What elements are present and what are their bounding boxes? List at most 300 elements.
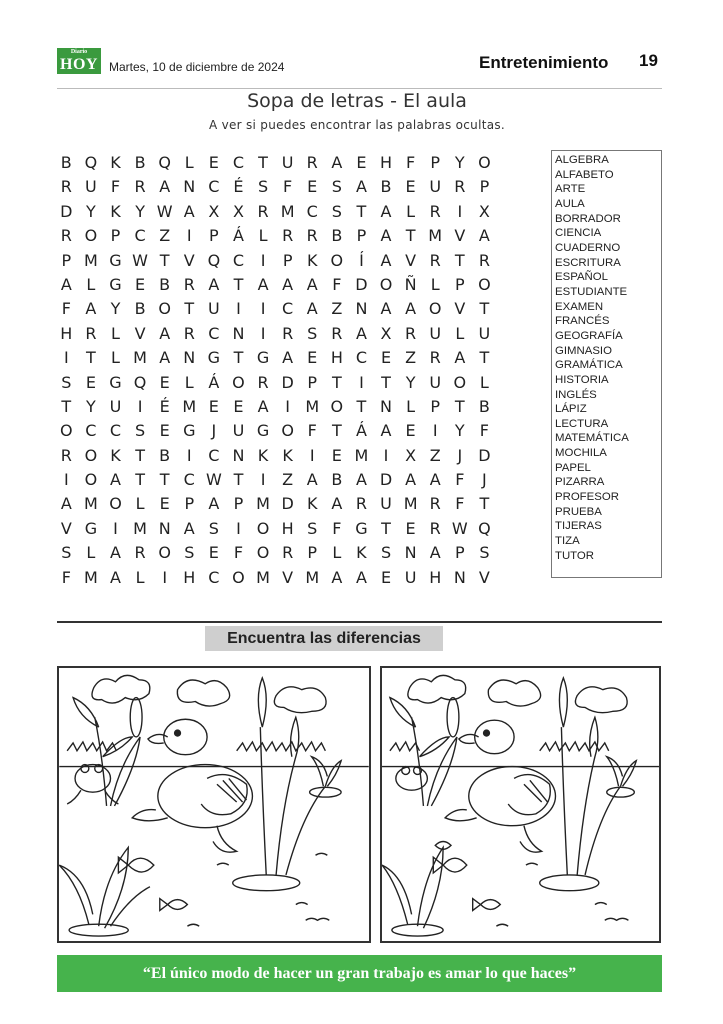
grid-letter[interactable]: Q: [207, 250, 221, 270]
grid-letter[interactable]: W: [132, 250, 148, 270]
grid-letter[interactable]: T: [331, 421, 342, 441]
grid-letter[interactable]: X: [405, 445, 417, 465]
grid-letter[interactable]: A: [306, 299, 318, 319]
grid-letter[interactable]: R: [85, 323, 97, 343]
grid-letter[interactable]: A: [60, 494, 72, 514]
grid-letter[interactable]: A: [380, 299, 392, 319]
grid-letter[interactable]: A: [183, 518, 195, 538]
grid-letter[interactable]: I: [186, 226, 192, 246]
grid-letter[interactable]: E: [208, 396, 219, 416]
grid-letter[interactable]: F: [406, 153, 416, 172]
grid-letter[interactable]: F: [479, 421, 489, 441]
grid-letter[interactable]: I: [63, 470, 69, 490]
grid-letter[interactable]: A: [331, 567, 343, 587]
grid-letter[interactable]: A: [355, 567, 367, 587]
grid-letter[interactable]: A: [208, 274, 220, 294]
grid-letter[interactable]: A: [110, 543, 121, 563]
grid-letter[interactable]: G: [183, 421, 196, 441]
grid-letter[interactable]: F: [283, 177, 293, 197]
grid-letter[interactable]: A: [282, 348, 294, 368]
grid-letter[interactable]: K: [306, 494, 318, 514]
grid-letter[interactable]: A: [405, 299, 417, 319]
grid-letter[interactable]: L: [86, 274, 96, 294]
grid-letter[interactable]: D: [281, 494, 294, 514]
grid-letter[interactable]: T: [479, 494, 490, 514]
grid-letter[interactable]: E: [380, 567, 392, 587]
grid-letter[interactable]: L: [135, 494, 145, 514]
grid-letter[interactable]: I: [432, 421, 438, 441]
grid-letter[interactable]: O: [428, 299, 442, 319]
grid-letter[interactable]: K: [257, 445, 269, 465]
grid-letter[interactable]: I: [162, 567, 168, 587]
grid-letter[interactable]: L: [111, 348, 120, 368]
grid-letter[interactable]: S: [307, 323, 318, 343]
grid-letter[interactable]: E: [405, 518, 416, 538]
grid-letter[interactable]: L: [258, 226, 268, 246]
grid-letter[interactable]: M: [83, 250, 98, 270]
grid-letter[interactable]: O: [478, 153, 491, 172]
grid-letter[interactable]: A: [331, 494, 343, 514]
grid-letter[interactable]: Á: [232, 226, 244, 246]
grid-letter[interactable]: G: [256, 348, 270, 368]
grid-letter[interactable]: É: [159, 396, 170, 416]
grid-letter[interactable]: A: [257, 396, 269, 416]
grid-letter[interactable]: E: [85, 372, 96, 392]
grid-letter[interactable]: A: [454, 348, 466, 368]
grid-letter[interactable]: C: [85, 421, 97, 441]
grid-letter[interactable]: P: [209, 226, 219, 246]
grid-letter[interactable]: I: [236, 518, 241, 538]
grid-letter[interactable]: A: [159, 323, 171, 343]
grid-letter[interactable]: S: [331, 201, 342, 221]
grid-letter[interactable]: F: [233, 543, 244, 563]
grid-letter[interactable]: B: [159, 274, 171, 294]
grid-letter[interactable]: A: [478, 226, 490, 246]
grid-letter[interactable]: J: [211, 421, 217, 441]
grid-letter[interactable]: K: [282, 445, 293, 465]
grid-letter[interactable]: U: [404, 567, 417, 587]
grid-letter[interactable]: Q: [478, 518, 491, 538]
grid-letter[interactable]: F: [332, 274, 342, 294]
grid-letter[interactable]: É: [233, 177, 244, 197]
grid-letter[interactable]: C: [208, 567, 220, 587]
grid-letter[interactable]: H: [281, 518, 294, 538]
grid-letter[interactable]: G: [109, 274, 122, 294]
grid-letter[interactable]: O: [158, 543, 171, 563]
grid-letter[interactable]: F: [61, 299, 71, 319]
grid-letter[interactable]: W: [205, 470, 222, 490]
grid-letter[interactable]: V: [60, 518, 72, 538]
grid-letter[interactable]: C: [208, 323, 220, 343]
grid-letter[interactable]: T: [159, 250, 170, 270]
grid-letter[interactable]: H: [60, 323, 73, 343]
grid-letter[interactable]: M: [403, 494, 418, 514]
grid-letter[interactable]: R: [429, 494, 441, 514]
grid-letter[interactable]: V: [282, 567, 294, 587]
grid-letter[interactable]: R: [429, 201, 441, 221]
grid-letter[interactable]: G: [84, 518, 98, 538]
grid-letter[interactable]: P: [282, 250, 293, 270]
grid-letter[interactable]: B: [60, 153, 72, 172]
grid-letter[interactable]: K: [306, 250, 318, 270]
grid-letter[interactable]: A: [159, 348, 171, 368]
grid-letter[interactable]: O: [330, 250, 344, 270]
grid-letter[interactable]: L: [479, 372, 489, 392]
grid-letter[interactable]: V: [405, 250, 417, 270]
grid-letter[interactable]: P: [307, 372, 318, 392]
grid-letter[interactable]: A: [355, 177, 367, 197]
grid-letter[interactable]: O: [84, 226, 98, 246]
grid-letter[interactable]: E: [405, 177, 416, 197]
grid-letter[interactable]: P: [454, 543, 465, 563]
grid-letter[interactable]: I: [260, 250, 266, 270]
grid-letter[interactable]: N: [183, 348, 196, 368]
grid-letter[interactable]: T: [454, 396, 465, 416]
grid-letter[interactable]: T: [159, 470, 170, 490]
grid-letter[interactable]: M: [133, 348, 147, 368]
grid-letter[interactable]: C: [109, 421, 122, 441]
grid-letter[interactable]: P: [184, 494, 195, 514]
grid-letter[interactable]: R: [257, 201, 269, 221]
grid-letter[interactable]: A: [159, 177, 171, 197]
grid-letter[interactable]: I: [309, 445, 315, 465]
grid-letter[interactable]: A: [405, 470, 417, 490]
grid-letter[interactable]: T: [258, 153, 268, 172]
grid-letter[interactable]: A: [60, 274, 72, 294]
grid-letter[interactable]: T: [86, 348, 96, 368]
grid-letter[interactable]: Y: [86, 201, 96, 221]
grid-letter[interactable]: A: [85, 299, 97, 319]
grid-letter[interactable]: T: [479, 348, 490, 368]
grid-letter[interactable]: C: [208, 177, 220, 197]
grid-letter[interactable]: L: [406, 201, 416, 221]
grid-letter[interactable]: P: [430, 153, 441, 172]
grid-letter[interactable]: S: [208, 518, 219, 538]
grid-letter[interactable]: R: [282, 226, 294, 246]
grid-letter[interactable]: R: [355, 494, 367, 514]
grid-letter[interactable]: X: [380, 323, 392, 343]
grid-letter[interactable]: P: [430, 396, 441, 416]
grid-letter[interactable]: H: [429, 567, 442, 587]
grid-letter[interactable]: J: [457, 445, 463, 465]
grid-letter[interactable]: Ñ: [404, 274, 417, 294]
grid-letter[interactable]: I: [383, 445, 389, 465]
grid-letter[interactable]: R: [429, 348, 441, 368]
grid-letter[interactable]: R: [134, 177, 146, 197]
grid-letter[interactable]: G: [109, 372, 122, 392]
grid-letter[interactable]: O: [84, 445, 98, 465]
grid-letter[interactable]: I: [236, 299, 241, 319]
grid-letter[interactable]: I: [260, 299, 266, 319]
grid-letter[interactable]: P: [307, 543, 318, 563]
grid-letter[interactable]: O: [256, 543, 270, 563]
grid-letter[interactable]: G: [355, 518, 368, 538]
grid-letter[interactable]: E: [159, 372, 170, 392]
grid-letter[interactable]: O: [281, 421, 294, 441]
grid-letter[interactable]: I: [260, 470, 266, 490]
grid-letter[interactable]: N: [453, 567, 466, 587]
grid-letter[interactable]: V: [454, 226, 466, 246]
grid-letter[interactable]: P: [110, 226, 121, 246]
grid-letter[interactable]: E: [159, 421, 170, 441]
grid-letter[interactable]: I: [186, 445, 192, 465]
grid-letter[interactable]: B: [159, 445, 171, 465]
grid-letter[interactable]: N: [355, 299, 368, 319]
grid-letter[interactable]: Y: [405, 372, 416, 392]
grid-letter[interactable]: U: [109, 396, 122, 416]
grid-letter[interactable]: M: [354, 445, 369, 465]
grid-letter[interactable]: M: [428, 226, 443, 246]
grid-letter[interactable]: B: [380, 177, 392, 197]
differences-image-left[interactable]: [57, 666, 371, 943]
grid-letter[interactable]: S: [61, 543, 72, 563]
grid-letter[interactable]: E: [233, 396, 244, 416]
grid-letter[interactable]: Q: [84, 153, 98, 172]
grid-letter[interactable]: S: [61, 372, 72, 392]
grid-letter[interactable]: O: [478, 274, 491, 294]
grid-letter[interactable]: R: [405, 323, 417, 343]
grid-letter[interactable]: M: [305, 567, 320, 587]
grid-letter[interactable]: A: [257, 274, 269, 294]
grid-letter[interactable]: C: [282, 299, 294, 319]
grid-letter[interactable]: S: [257, 177, 269, 197]
grid-letter[interactable]: C: [232, 153, 245, 172]
grid-letter[interactable]: I: [359, 372, 364, 392]
grid-letter[interactable]: A: [429, 543, 441, 563]
grid-letter[interactable]: Á: [355, 421, 367, 441]
grid-letter[interactable]: P: [61, 250, 72, 270]
grid-letter[interactable]: E: [208, 543, 219, 563]
grid-letter[interactable]: T: [135, 470, 145, 490]
grid-letter[interactable]: B: [134, 153, 146, 172]
grid-letter[interactable]: A: [380, 226, 392, 246]
grid-letter[interactable]: Z: [331, 299, 343, 319]
grid-letter[interactable]: W: [156, 201, 173, 221]
grid-letter[interactable]: S: [331, 177, 342, 197]
grid-letter[interactable]: O: [84, 470, 98, 490]
grid-letter[interactable]: T: [356, 396, 367, 416]
grid-letter[interactable]: R: [478, 250, 490, 270]
grid-letter[interactable]: R: [331, 323, 343, 343]
grid-letter[interactable]: Y: [135, 201, 145, 221]
grid-letter[interactable]: T: [233, 274, 244, 294]
grid-letter[interactable]: C: [355, 348, 367, 368]
grid-letter[interactable]: N: [158, 518, 171, 538]
grid-letter[interactable]: A: [282, 274, 294, 294]
grid-letter[interactable]: C: [183, 470, 195, 490]
grid-letter[interactable]: M: [83, 567, 98, 587]
grid-letter[interactable]: Z: [429, 445, 441, 465]
grid-letter[interactable]: R: [282, 543, 294, 563]
grid-letter[interactable]: P: [479, 177, 490, 197]
grid-letter[interactable]: R: [134, 543, 146, 563]
grid-letter[interactable]: K: [110, 201, 121, 221]
grid-letter[interactable]: R: [60, 177, 72, 197]
grid-letter[interactable]: C: [306, 201, 318, 221]
grid-letter[interactable]: O: [256, 518, 270, 538]
grid-letter[interactable]: R: [183, 323, 195, 343]
grid-letter[interactable]: M: [182, 396, 197, 416]
grid-letter[interactable]: T: [233, 348, 244, 368]
grid-letter[interactable]: D: [60, 201, 73, 221]
grid-letter[interactable]: B: [331, 470, 343, 490]
grid-letter[interactable]: N: [232, 323, 245, 343]
grid-letter[interactable]: T: [381, 518, 391, 538]
grid-letter[interactable]: R: [60, 445, 72, 465]
grid-letter[interactable]: N: [380, 396, 392, 416]
grid-letter[interactable]: M: [256, 494, 270, 514]
grid-letter[interactable]: L: [184, 372, 194, 392]
grid-letter[interactable]: T: [454, 250, 465, 270]
grid-letter[interactable]: F: [332, 518, 342, 538]
grid-letter[interactable]: A: [306, 470, 318, 490]
grid-letter[interactable]: Y: [454, 421, 465, 441]
grid-letter[interactable]: T: [233, 470, 244, 490]
grid-letter[interactable]: C: [134, 226, 146, 246]
grid-letter[interactable]: I: [137, 396, 143, 416]
grid-letter[interactable]: L: [455, 323, 465, 343]
grid-letter[interactable]: K: [356, 543, 367, 563]
grid-letter[interactable]: A: [380, 250, 392, 270]
grid-letter[interactable]: Y: [454, 153, 465, 172]
grid-letter[interactable]: D: [478, 445, 491, 465]
grid-letter[interactable]: M: [280, 201, 295, 221]
grid-letter[interactable]: E: [405, 421, 416, 441]
grid-letter[interactable]: R: [429, 250, 441, 270]
grid-letter[interactable]: F: [110, 177, 121, 197]
grid-letter[interactable]: O: [232, 372, 245, 392]
grid-letter[interactable]: O: [453, 372, 467, 392]
grid-letter[interactable]: R: [306, 226, 318, 246]
grid-letter[interactable]: A: [183, 201, 195, 221]
grid-letter[interactable]: D: [281, 372, 294, 392]
grid-letter[interactable]: R: [429, 518, 441, 538]
grid-letter[interactable]: U: [429, 372, 442, 392]
grid-letter[interactable]: U: [429, 323, 442, 343]
grid-letter[interactable]: L: [86, 543, 96, 563]
grid-letter[interactable]: F: [455, 470, 465, 490]
grid-letter[interactable]: N: [404, 543, 417, 563]
grid-letter[interactable]: Í: [359, 250, 364, 270]
grid-letter[interactable]: I: [113, 518, 118, 538]
grid-letter[interactable]: U: [478, 323, 491, 343]
grid-letter[interactable]: R: [306, 153, 318, 172]
grid-letter[interactable]: X: [232, 201, 244, 221]
grid-letter[interactable]: L: [430, 274, 440, 294]
grid-letter[interactable]: E: [307, 177, 318, 197]
grid-letter[interactable]: C: [208, 445, 220, 465]
grid-letter[interactable]: U: [281, 153, 294, 172]
grid-letter[interactable]: A: [306, 274, 318, 294]
grid-letter[interactable]: O: [330, 396, 344, 416]
grid-letter[interactable]: N: [183, 177, 196, 197]
grid-letter[interactable]: E: [380, 348, 392, 368]
grid-letter[interactable]: I: [457, 201, 463, 221]
grid-letter[interactable]: A: [208, 494, 220, 514]
grid-letter[interactable]: D: [355, 274, 368, 294]
grid-letter[interactable]: E: [356, 153, 367, 172]
grid-letter[interactable]: M: [256, 567, 270, 587]
grid-letter[interactable]: R: [257, 372, 269, 392]
grid-letter[interactable]: Z: [159, 226, 171, 246]
grid-letter[interactable]: K: [110, 153, 121, 172]
grid-letter[interactable]: T: [405, 226, 416, 246]
grid-letter[interactable]: Y: [86, 396, 96, 416]
grid-letter[interactable]: A: [110, 470, 121, 490]
grid-letter[interactable]: U: [429, 177, 442, 197]
grid-letter[interactable]: R: [183, 274, 195, 294]
grid-letter[interactable]: U: [85, 177, 97, 197]
grid-letter[interactable]: Z: [405, 348, 417, 368]
grid-letter[interactable]: U: [380, 494, 392, 514]
grid-letter[interactable]: L: [111, 323, 120, 343]
grid-letter[interactable]: A: [331, 153, 343, 172]
grid-letter[interactable]: E: [208, 153, 219, 172]
grid-letter[interactable]: E: [307, 348, 318, 368]
grid-letter[interactable]: H: [330, 348, 343, 368]
grid-letter[interactable]: A: [380, 201, 392, 221]
grid-letter[interactable]: B: [134, 299, 146, 319]
grid-letter[interactable]: R: [282, 323, 294, 343]
grid-letter[interactable]: G: [109, 250, 122, 270]
grid-letter[interactable]: J: [482, 470, 487, 490]
grid-letter[interactable]: V: [134, 323, 146, 343]
grid-letter[interactable]: K: [110, 445, 121, 465]
grid-letter[interactable]: E: [159, 494, 170, 514]
grid-letter[interactable]: S: [135, 421, 146, 441]
grid-letter[interactable]: S: [380, 543, 392, 563]
grid-letter[interactable]: Q: [133, 372, 147, 392]
grid-letter[interactable]: H: [183, 567, 196, 587]
grid-letter[interactable]: M: [133, 518, 147, 538]
grid-letter[interactable]: O: [60, 421, 73, 441]
grid-letter[interactable]: Z: [282, 470, 294, 490]
grid-letter[interactable]: C: [232, 250, 245, 270]
grid-letter[interactable]: S: [184, 543, 195, 563]
grid-letter[interactable]: T: [331, 372, 342, 392]
grid-letter[interactable]: B: [478, 396, 490, 416]
grid-letter[interactable]: M: [305, 396, 320, 416]
grid-letter[interactable]: O: [158, 299, 171, 319]
grid-letter[interactable]: T: [184, 299, 195, 319]
grid-letter[interactable]: T: [381, 372, 391, 392]
grid-letter[interactable]: O: [379, 274, 393, 294]
grid-letter[interactable]: R: [454, 177, 466, 197]
letter-grid[interactable]: [54, 151, 497, 590]
grid-letter[interactable]: M: [83, 494, 98, 514]
grid-letter[interactable]: Y: [110, 299, 121, 319]
grid-letter[interactable]: G: [207, 348, 221, 368]
grid-letter[interactable]: T: [135, 445, 145, 465]
grid-letter[interactable]: T: [61, 396, 72, 416]
grid-letter[interactable]: I: [260, 323, 266, 343]
grid-letter[interactable]: L: [135, 567, 145, 587]
grid-letter[interactable]: I: [285, 396, 290, 416]
grid-letter[interactable]: I: [63, 348, 69, 368]
grid-letter[interactable]: S: [479, 543, 490, 563]
grid-letter[interactable]: E: [135, 274, 146, 294]
grid-letter[interactable]: N: [232, 445, 245, 465]
grid-letter[interactable]: B: [331, 226, 343, 246]
grid-letter[interactable]: V: [454, 299, 466, 319]
grid-letter[interactable]: X: [478, 201, 490, 221]
grid-letter[interactable]: Á: [208, 372, 220, 392]
grid-letter[interactable]: E: [331, 445, 342, 465]
grid-letter[interactable]: W: [451, 518, 468, 538]
newspaper-logo[interactable]: [57, 48, 101, 74]
grid-letter[interactable]: P: [233, 494, 244, 514]
grid-letter[interactable]: P: [454, 274, 465, 294]
